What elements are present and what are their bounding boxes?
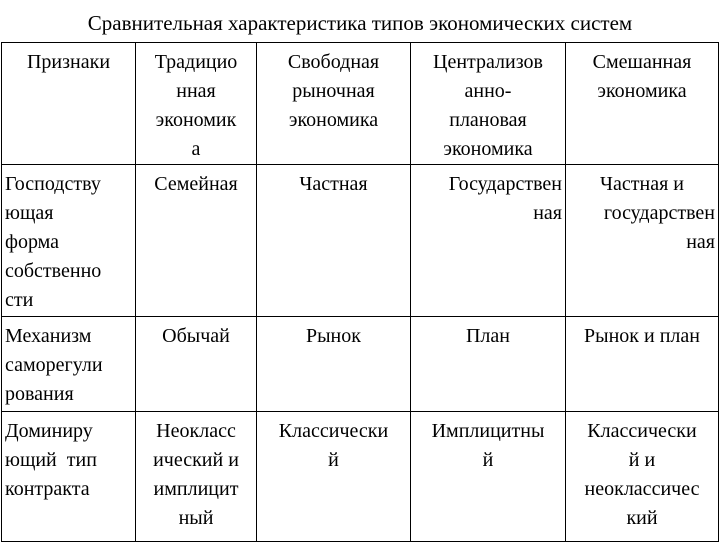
cell-line: Частная и xyxy=(600,173,684,195)
header-row xyxy=(2,43,719,165)
cell-ownership-free-market xyxy=(257,165,411,317)
cell-ownership-planned xyxy=(411,165,566,317)
cell-line: Государствен xyxy=(448,173,562,195)
header-planned-line: плановая xyxy=(449,109,527,131)
row-label-line: ющая xyxy=(5,202,54,224)
cell-mechanism-traditional xyxy=(136,317,257,412)
cell-contract-mixed xyxy=(566,412,719,542)
cell-mechanism-mixed xyxy=(566,317,719,412)
header-free-market-line: Свободная xyxy=(287,51,380,73)
comparison-table xyxy=(1,42,719,542)
cell-line: кий xyxy=(626,507,658,529)
table-row-mechanism xyxy=(2,317,719,412)
row-label-ownership xyxy=(2,165,136,317)
cell-line: ический и xyxy=(153,449,239,471)
row-label-contract xyxy=(2,412,136,542)
header-free-market-line: экономика xyxy=(288,109,379,131)
header-cell-criteria xyxy=(2,43,136,165)
cell-contract-planned xyxy=(411,412,566,542)
header-traditional-line: Традицио xyxy=(154,51,238,73)
cell-ownership-traditional xyxy=(136,165,257,317)
row-label-line: рования xyxy=(5,383,74,405)
cell-line: Неокласс xyxy=(156,420,236,442)
header-planned-line: анно- xyxy=(464,80,512,102)
cell-line: Рынок и план xyxy=(584,325,700,347)
cell-mechanism-free-market xyxy=(257,317,411,412)
cell-line: Имплицитны xyxy=(431,420,545,442)
header-cell-traditional xyxy=(136,43,257,165)
cell-ownership-mixed xyxy=(566,165,719,317)
cell-line: ная xyxy=(686,231,715,253)
row-label-line: саморегули xyxy=(5,354,103,376)
row-label-line: контракта xyxy=(5,478,90,500)
cell-line: ная xyxy=(533,202,562,224)
header-planned-line: Централизов xyxy=(433,51,543,73)
header-cell-planned xyxy=(411,43,566,165)
table-row-ownership xyxy=(2,165,719,317)
cell-mechanism-planned xyxy=(411,317,566,412)
header-cell-mixed xyxy=(566,43,719,165)
cell-line: Классически xyxy=(587,420,697,442)
cell-line: й xyxy=(482,449,494,471)
page-title: Сравнительная характеристика типов экономических систем xyxy=(87,11,633,35)
table-row-contract xyxy=(2,412,719,542)
row-label-line: собственно xyxy=(5,260,102,282)
cell-line: й и xyxy=(628,449,656,471)
cell-line: государствен xyxy=(603,202,715,224)
header-traditional-line: а xyxy=(191,138,201,160)
row-label-line: Механизм xyxy=(5,325,92,347)
row-label-line: ющий тип xyxy=(5,449,97,471)
cell-line: Семейная xyxy=(154,173,238,195)
cell-contract-free-market xyxy=(257,412,411,542)
cell-line: ный xyxy=(178,507,214,529)
cell-line: Классически xyxy=(278,420,389,442)
header-traditional-line: нная xyxy=(176,80,216,102)
header-planned-line: экономика xyxy=(443,138,533,160)
cell-line: имплицит xyxy=(153,478,239,500)
header-criteria-line: Признаки xyxy=(26,51,111,73)
row-label-line: форма xyxy=(5,231,60,253)
cell-line: й xyxy=(328,449,339,471)
cell-line: неоклассичес xyxy=(584,478,700,500)
cell-line: План xyxy=(465,325,510,347)
header-traditional-line: экономик xyxy=(155,109,237,131)
row-label-line: сти xyxy=(5,289,34,311)
cell-line: Рынок xyxy=(306,325,361,347)
cell-line: Частная xyxy=(299,173,368,195)
header-mixed-line: экономика xyxy=(597,80,687,102)
row-label-mechanism xyxy=(2,317,136,412)
row-label-line: Доминиру xyxy=(5,420,93,442)
row-label-line: Господству xyxy=(5,173,101,195)
cell-contract-traditional xyxy=(136,412,257,542)
header-cell-free-market xyxy=(257,43,411,165)
header-mixed-line: Смешанная xyxy=(592,51,692,73)
cell-line: Обычай xyxy=(162,325,230,347)
header-free-market-line: рыночная xyxy=(292,80,375,102)
